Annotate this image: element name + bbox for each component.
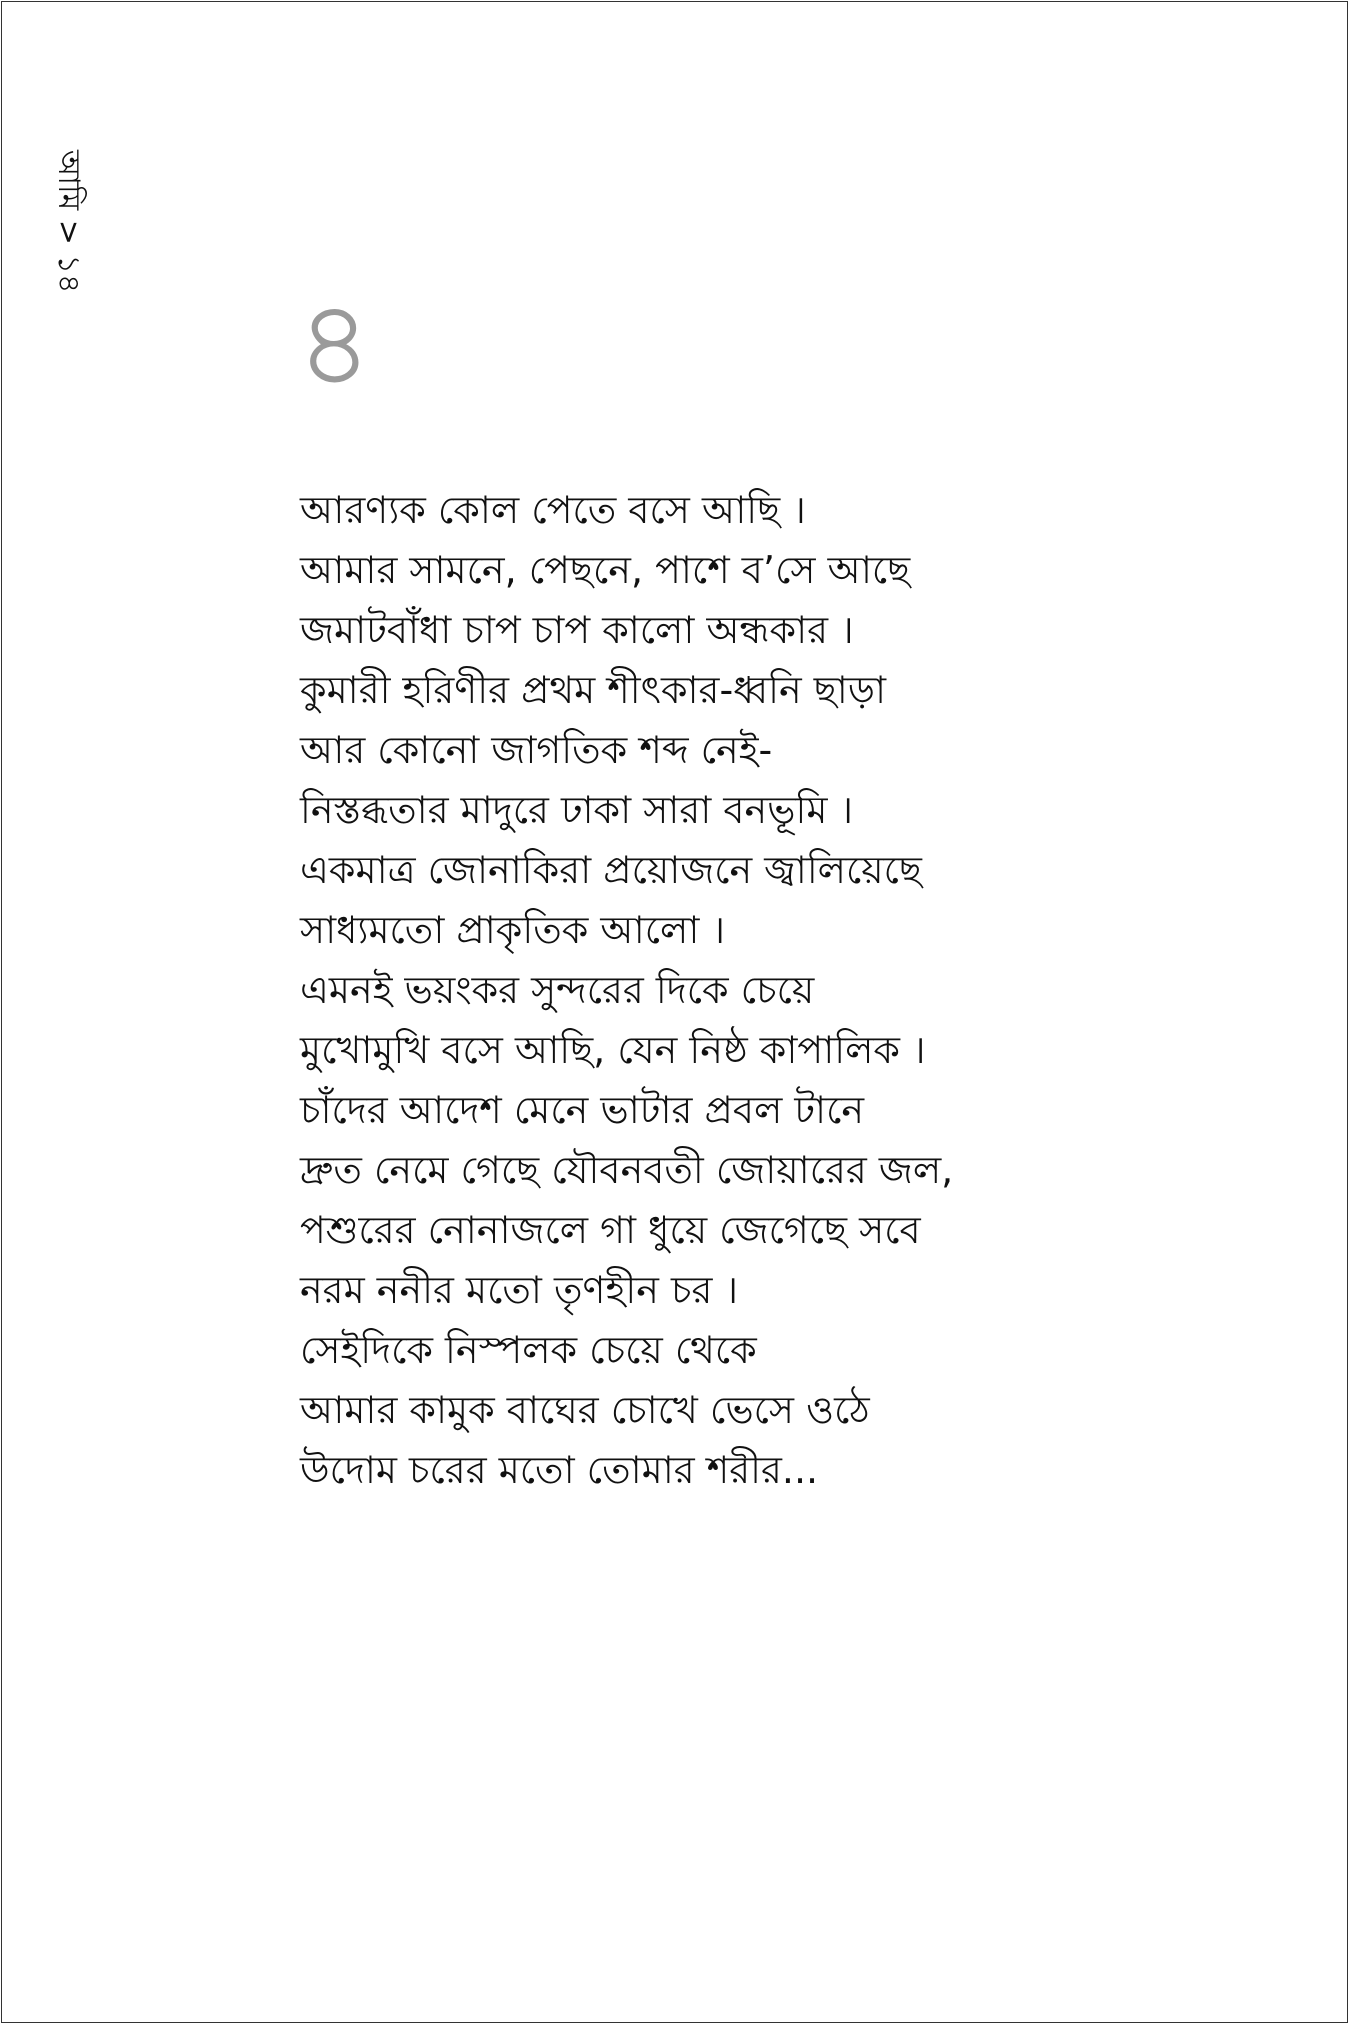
poem-line: আমার কামুক বাঘের চোখে ভেসে ওঠে [300, 1388, 870, 1432]
poem-line: আরণ্যক কোল পেতে বসে আছি । [300, 488, 806, 532]
poem-line: জমাটবাঁধা চাপ চাপ কালো অন্ধকার । [300, 608, 854, 652]
poem-line: একমাত্র জোনাকিরা প্রয়োজনে জ্বালিয়েছে [300, 848, 922, 892]
running-head-separator: > [51, 219, 86, 245]
page-number: ১৪ [51, 254, 86, 294]
poem-line: দ্রুত নেমে গেছে যৌবনবতী জোয়ারের জল, [300, 1148, 954, 1192]
poem-line: মুখোমুখি বসে আছি, যেন নিষ্ঠ কাপালিক । [300, 1028, 926, 1072]
poem-number: ৪ [296, 274, 373, 412]
poem-line: এমনই ভয়ংকর সুন্দরের দিকে চেয়ে [300, 968, 815, 1012]
poem-line: নরম ননীর মতো তৃণহীন চর । [300, 1268, 739, 1312]
poem-line: কুমারী হরিণীর প্রথম শীৎকার-ধ্বনি ছাড়া [300, 668, 886, 712]
poem-line: চাঁদের আদেশ মেনে ভাটার প্রবল টানে [300, 1088, 865, 1132]
running-head [30, 150, 90, 294]
poem-line: পশুরের নোনাজলে গা ধুয়ে জেগেছে সবে [300, 1208, 921, 1252]
poem-line: উদোম চরের মতো তোমার শরীর... [300, 1448, 819, 1492]
book-title: আমি [51, 150, 86, 211]
poem-line: সেইদিকে নিস্পলক চেয়ে থেকে [300, 1328, 757, 1372]
poem-body [300, 480, 1060, 1500]
poem-line: নিস্তব্ধতার মাদুরে ঢাকা সারা বনভূমি । [300, 788, 854, 832]
poem-line: সাধ্যমতো প্রাকৃতিক আলো । [300, 908, 726, 952]
poem-line: আর কোনো জাগতিক শব্দ নেই- [300, 728, 773, 772]
running-head-text [48, 150, 88, 293]
poem-line: আমার সামনে, পেছনে, পাশে ব’সে আছে [300, 548, 911, 592]
